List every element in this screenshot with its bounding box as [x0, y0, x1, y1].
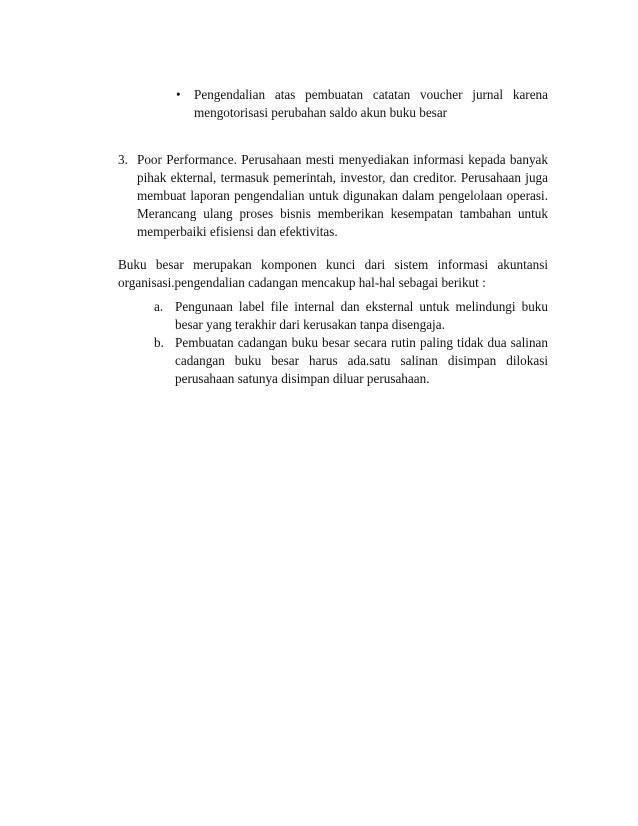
- list-marker-b: b.: [154, 335, 164, 350]
- list-item-b: [154, 334, 548, 388]
- list-marker-a: a.: [154, 299, 164, 314]
- numbered-list-item: [118, 151, 548, 241]
- bullet-list-item: [176, 86, 548, 122]
- list-item-a-text: Pengunaan label file internal dan eksternal untuk melindungi buku besar yang terakhir dari kerusakan tanpa disengaja.: [175, 299, 548, 332]
- intro-paragraph: Buku besar merupakan komponen kunci dari sistem informasi akuntansi organisasi.pengendalian cadangan mencakup hal-hal sebagai berikut :: [118, 257, 548, 290]
- numbered-item-text: Poor Performance. Perusahaan mesti menyediakan informasi kepada banyak pihak ekternal, termasuk pemerintah, investor, dan creditor. Perusahaan juga membuat laporan pengendalian untuk digunakan dalam pengelolaan operasi. Merancang ulang proses bisnis memberikan kesempatan tambahan untuk memperbaiki efisiensi dan efektivitas.: [137, 152, 548, 239]
- list-item-a: [154, 298, 548, 334]
- list-number: 3.: [118, 152, 128, 167]
- bullet-item-text: Pengendalian atas pembuatan catatan voucher jurnal karena mengotorisasi perubahan saldo akun buku besar: [194, 87, 548, 120]
- list-item-b-text: Pembuatan cadangan buku besar secara rutin paling tidak dua salinan cadangan buku besar harus ada.satu salinan disimpan dilokasi perusahaan satunya disimpan diluar perusahaan.: [175, 335, 548, 386]
- bullet-icon: •: [176, 87, 181, 102]
